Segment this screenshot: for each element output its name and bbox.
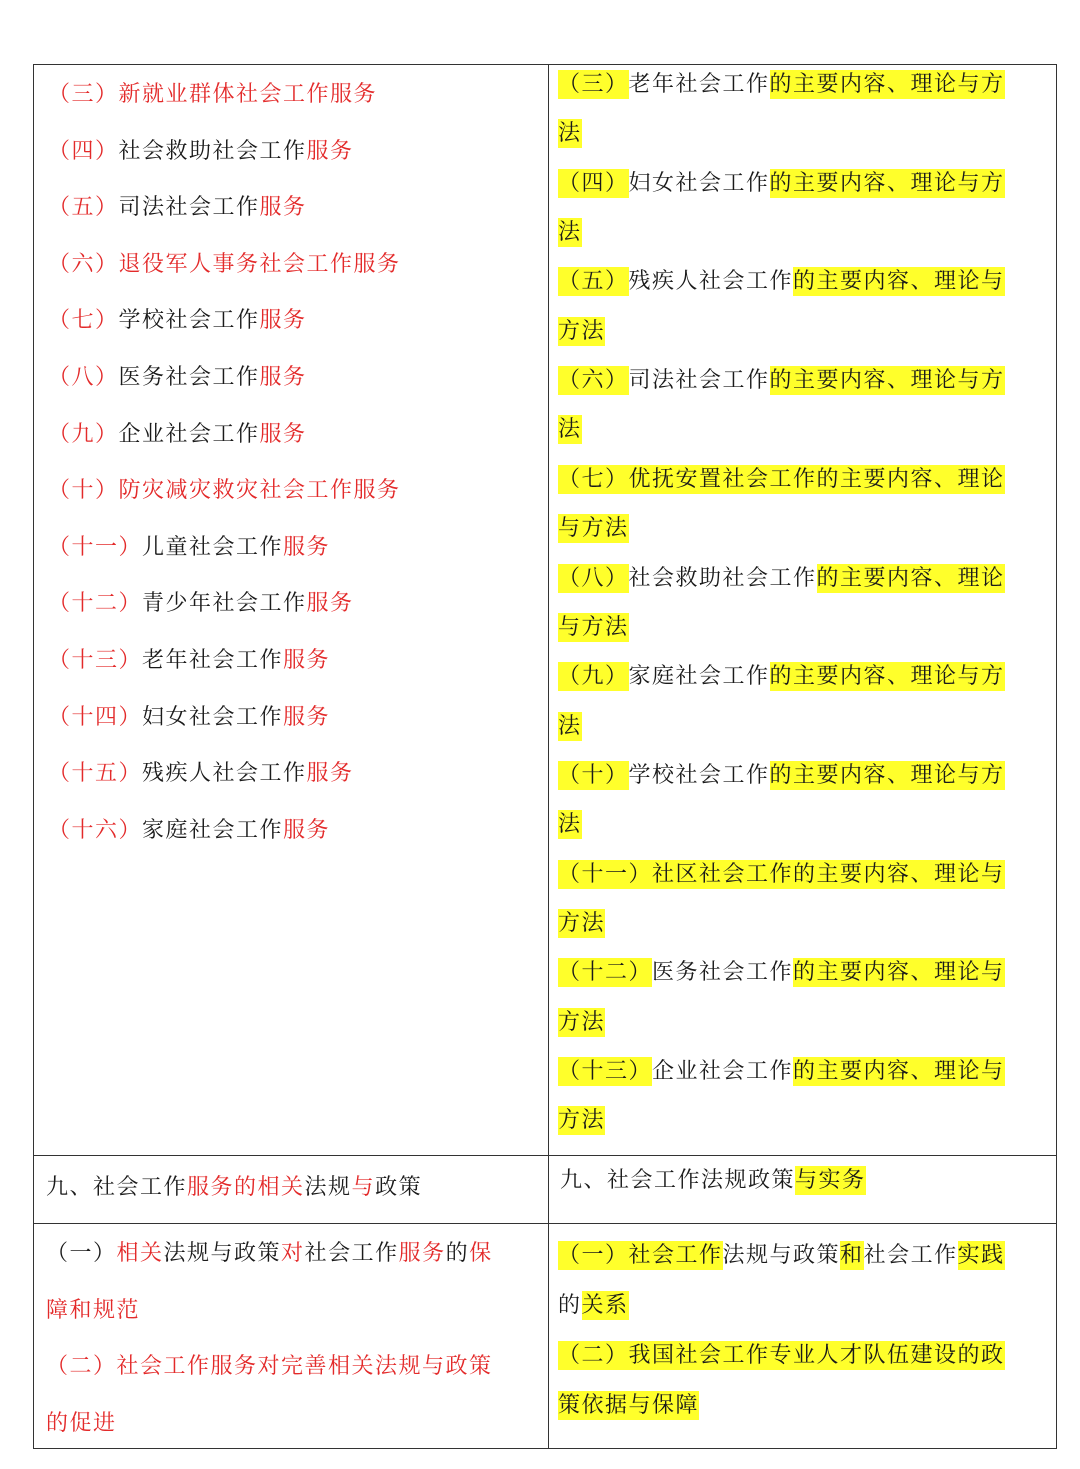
text-segment: 学校社会工作 — [118, 308, 260, 334]
text-segment: （四） — [48, 138, 119, 164]
text-segment: 社会救助社会工作 — [628, 565, 817, 591]
text-segment: （十三） — [558, 1059, 653, 1084]
text-segment: 新就业群体社会工作服务 — [118, 82, 378, 107]
text-segment: 策依据与保障 — [558, 1393, 700, 1418]
text-segment: 残疾人社会工作 — [628, 269, 794, 295]
text-segment: 老年社会工作 — [142, 648, 284, 673]
text-segment: 的主要内容、理论与 — [793, 960, 1005, 986]
left-list-item — [48, 759, 354, 789]
text-segment: 关系 — [581, 1293, 629, 1318]
left-list-item — [48, 646, 330, 676]
right-list-line — [558, 119, 582, 149]
text-segment: 法 — [558, 121, 582, 147]
text-segment: 的主要内容、理论与方 — [769, 762, 1005, 788]
left-list-item — [48, 137, 354, 167]
right-list-line — [558, 564, 1005, 594]
text-segment: 和 — [840, 1243, 864, 1268]
text-segment: 的主要内容、理论与方 — [769, 664, 1005, 690]
text-segment: 与方法 — [558, 516, 629, 542]
text-segment: 医务社会工作 — [652, 960, 794, 986]
text-segment: 社会工作 — [628, 1243, 723, 1268]
text-segment: 防灾减灾救灾社会工作服务 — [118, 478, 401, 504]
left-list-item — [48, 476, 401, 506]
text-segment: 退役军人事务社会工作服务 — [118, 251, 401, 277]
text-segment: （十二） — [558, 960, 653, 986]
text-segment: 法规与政策 — [163, 1241, 282, 1266]
text-segment: 法规与政策 — [722, 1243, 841, 1268]
left-list-item — [48, 250, 401, 280]
text-segment: 的 — [445, 1241, 470, 1266]
row-divider-2 — [34, 1223, 1056, 1224]
text-segment: 社会工作 — [863, 1243, 958, 1268]
text-segment: （十） — [558, 762, 629, 788]
text-segment: （十六） — [48, 817, 143, 843]
text-segment: 服务 — [283, 534, 331, 560]
right-bottom-line — [558, 1241, 1005, 1271]
right-list-line — [558, 909, 605, 939]
text-segment: 司法社会工作 — [628, 368, 770, 394]
right-list-line — [558, 415, 582, 445]
text-segment: （十四） — [48, 704, 143, 730]
text-segment: 保 — [469, 1241, 493, 1266]
right-list-line — [558, 366, 1005, 396]
text-segment: 相关 — [116, 1241, 164, 1266]
text-segment: 学校社会工作 — [628, 762, 770, 788]
text-segment: 对 — [281, 1241, 305, 1266]
text-segment: 服务 — [398, 1241, 446, 1266]
text-segment: 方法 — [558, 910, 606, 936]
text-segment: 障和规范 — [46, 1297, 141, 1323]
text-segment: （十五） — [48, 761, 143, 787]
text-segment: （十二） — [48, 591, 143, 617]
text-segment: （四） — [558, 170, 629, 196]
text-segment: 方法 — [558, 318, 606, 344]
left-bottom-line — [46, 1352, 493, 1382]
right-bottom-line — [558, 1291, 629, 1321]
text-segment: （七）优抚安置社会工作的主要内容、理论 — [558, 466, 1005, 492]
right-list-line — [558, 169, 1005, 199]
text-segment: （六） — [48, 251, 119, 277]
text-segment: 政策 — [375, 1175, 423, 1200]
text-segment: 服务的相关 — [187, 1175, 305, 1200]
text-segment: （十一） — [48, 534, 143, 560]
text-segment: 法 — [558, 220, 582, 246]
text-segment: （二）我国社会工作专业人才队伍建设的政 — [558, 1343, 1005, 1368]
text-segment: 企业社会工作 — [118, 421, 260, 447]
text-segment: （七） — [48, 308, 119, 334]
text-segment: （二）社会工作服务对完善相关法规与政策 — [46, 1354, 493, 1379]
text-segment: 的促进 — [46, 1410, 117, 1436]
text-segment: （三） — [558, 72, 629, 97]
left-list-item — [48, 363, 307, 393]
right-bottom-line — [558, 1391, 699, 1421]
text-segment: 实践 — [957, 1243, 1005, 1268]
right-list-line — [558, 958, 1005, 988]
text-segment: 九、社会工作法规政策 — [560, 1168, 796, 1193]
right-list-line — [558, 613, 629, 643]
text-segment: 法规 — [304, 1175, 352, 1200]
right-list-line — [558, 1106, 605, 1136]
text-segment: 青少年社会工作 — [142, 591, 307, 617]
right-list-line — [558, 317, 605, 347]
text-segment: 法 — [558, 417, 582, 443]
text-segment: 的主要内容、理论与方 — [769, 368, 1005, 394]
text-segment: （六） — [558, 368, 629, 394]
right-list-line — [558, 1008, 605, 1038]
right-list-line — [558, 218, 582, 248]
text-segment: 妇女社会工作 — [142, 704, 284, 730]
right-list-line — [558, 465, 1005, 495]
text-segment: 企业社会工作 — [652, 1059, 794, 1084]
text-segment: 九、社会工作 — [46, 1175, 188, 1200]
text-segment: 妇女社会工作 — [628, 170, 770, 196]
right-list-line — [558, 712, 582, 742]
text-segment: 的主要内容、理论 — [816, 565, 1005, 591]
text-segment: 的主要内容、理论与方 — [769, 72, 1005, 97]
text-segment: 社会工作 — [304, 1241, 399, 1266]
text-segment: 法 — [558, 812, 582, 838]
text-segment: 与实务 — [795, 1168, 866, 1193]
text-segment: 方法 — [558, 1108, 606, 1134]
text-segment: （一） — [46, 1241, 117, 1266]
left-bottom-line — [46, 1239, 493, 1269]
text-segment: （十一）社区社会工作的主要内容、理论与 — [558, 861, 1005, 887]
text-segment: 的主要内容、理论与方 — [769, 170, 1005, 196]
text-segment: 服务 — [306, 138, 354, 164]
text-segment: 服务 — [259, 195, 307, 221]
text-segment: 法 — [558, 713, 582, 739]
text-segment: （五） — [558, 269, 629, 295]
left-bottom-line — [46, 1409, 117, 1439]
text-segment: 服务 — [283, 704, 331, 730]
left-list-item — [48, 420, 307, 450]
text-segment: （三） — [48, 82, 119, 107]
section-heading-right — [560, 1166, 866, 1196]
text-segment: （八） — [558, 565, 629, 591]
left-list-item — [48, 589, 354, 619]
right-list-line — [558, 810, 582, 840]
column-divider — [548, 65, 549, 1448]
left-list-item — [48, 193, 307, 223]
comparison-table — [33, 64, 1057, 1449]
text-segment: （一） — [558, 1243, 629, 1268]
right-list-line — [558, 761, 1005, 791]
text-segment: 医务社会工作 — [118, 365, 260, 390]
text-segment: 的主要内容、理论与 — [793, 1059, 1005, 1084]
text-segment: 服务 — [306, 591, 354, 617]
right-list-line — [558, 267, 1005, 297]
text-segment: 老年社会工作 — [628, 72, 770, 97]
left-list-item — [48, 703, 330, 733]
text-segment: （九） — [558, 664, 629, 690]
text-segment: 社会救助社会工作 — [118, 138, 307, 164]
left-bottom-line — [46, 1296, 140, 1326]
text-segment: 服务 — [306, 761, 354, 787]
text-segment: 的 — [558, 1293, 582, 1318]
text-segment: 与 — [351, 1175, 376, 1200]
text-segment: 服务 — [283, 817, 331, 843]
text-segment: （五） — [48, 195, 119, 221]
text-segment: 方法 — [558, 1009, 606, 1035]
row-divider-1 — [34, 1155, 1056, 1156]
text-segment: 服务 — [259, 421, 307, 447]
left-list-item — [48, 533, 330, 563]
right-list-line — [558, 1057, 1005, 1087]
left-list-item — [48, 816, 330, 846]
text-segment: （八） — [48, 365, 119, 390]
text-segment: （十三） — [48, 648, 143, 673]
text-segment: 家庭社会工作 — [628, 664, 770, 690]
text-segment: 的主要内容、理论与 — [793, 269, 1005, 295]
left-list-item — [48, 306, 307, 336]
text-segment: 服务 — [259, 308, 307, 334]
right-list-line — [558, 514, 629, 544]
section-heading-left — [46, 1173, 422, 1203]
text-segment: 司法社会工作 — [118, 195, 260, 221]
text-segment: 儿童社会工作 — [142, 534, 284, 560]
right-list-line — [558, 662, 1005, 692]
right-list-line — [558, 70, 1005, 100]
text-segment: 服务 — [283, 648, 331, 673]
text-segment: 与方法 — [558, 614, 629, 640]
right-list-line — [558, 860, 1005, 890]
text-segment: 家庭社会工作 — [142, 817, 284, 843]
text-segment: 服务 — [259, 365, 307, 390]
right-bottom-line — [558, 1341, 1005, 1371]
text-segment: （九） — [48, 421, 119, 447]
left-list-item — [48, 80, 377, 110]
text-segment: 残疾人社会工作 — [142, 761, 307, 787]
text-segment: （十） — [48, 478, 119, 504]
